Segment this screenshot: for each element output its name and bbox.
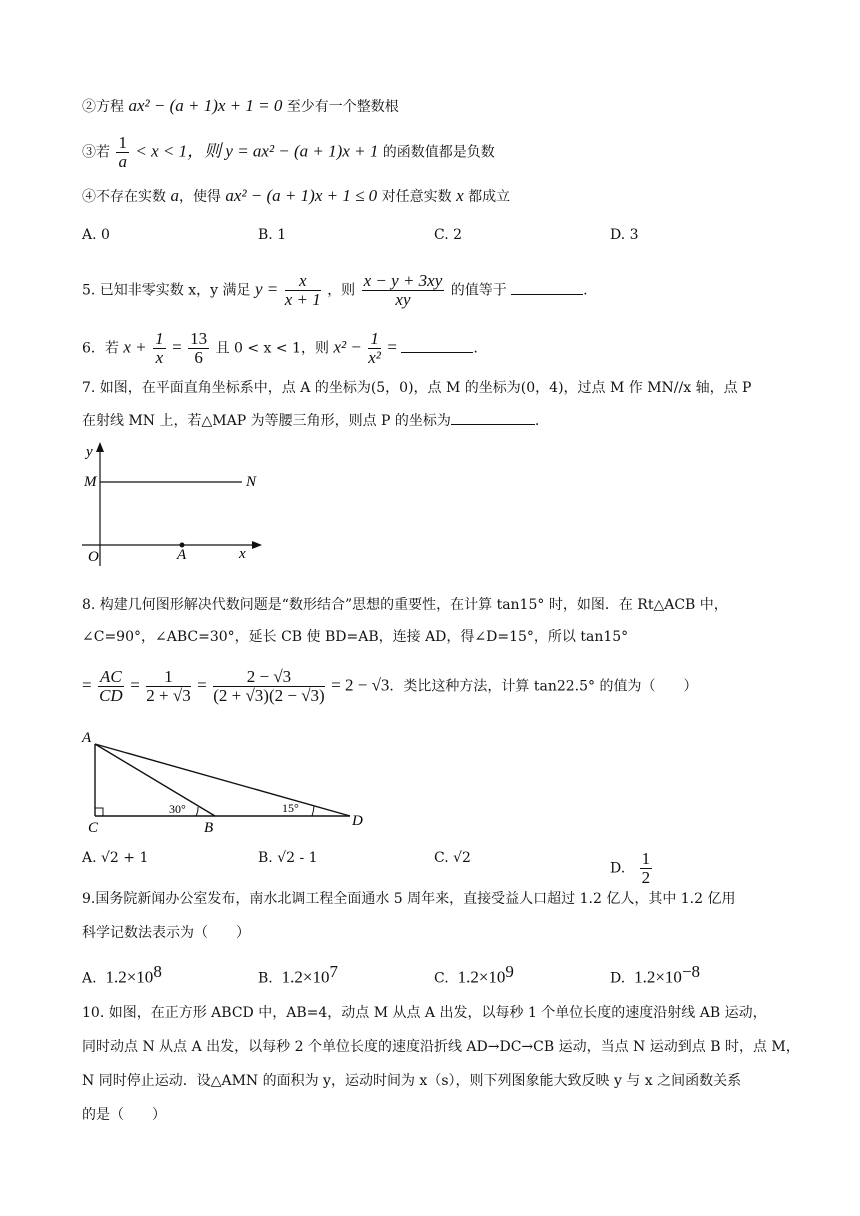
q10-line-2: 同时动点 N 从点 A 出发，以每秒 2 个单位长度的速度沿折线 AD→DC→CB 运动，当点 N 运动到点 B 时，点 M， [82, 1039, 800, 1055]
q5-fraction-2 [362, 272, 445, 309]
q5-prefix: 5. 已知非零实数 x，y 满足 [82, 282, 251, 299]
q8-angle-30-arc [196, 807, 198, 816]
q4-option-b[interactable]: B. 1 [258, 227, 287, 243]
q8-fraction-ac-cd [98, 668, 124, 705]
q7-line-2 [82, 410, 539, 431]
q10-line-4: 的是（ ） [82, 1107, 166, 1123]
q8-label-b: B [204, 820, 214, 836]
q9-opt-c-label: C. [434, 970, 449, 987]
question-6: 6．若 x + $\frac{1}{x}$ = $\frac{13}{6}$ 且 0 < x < 1，则 x² − $\frac{1}{\text{x²}}$ = . [82, 329, 478, 367]
q9-opt-d-exp: −8 [681, 962, 701, 981]
q8-option-b[interactable]: B. √2 - 1 [258, 850, 318, 866]
q8-fraction-2 [146, 668, 190, 705]
q8-eq-lead: = [82, 675, 92, 695]
q5-frac1-den: x + 1 [284, 290, 321, 309]
q9-opt-c-base: 1.2×10 [457, 967, 506, 987]
q8-fraction-3 [213, 668, 324, 705]
q8-optd-num: 1 [641, 849, 651, 868]
q4-item3-equation: < x < 1，则 y = ax² − (a + 1)x + 1 [135, 141, 379, 161]
q6-mid: 且 0 < x < 1，则 [215, 340, 329, 357]
question-5: 5. 已知非零实数 x，y 满足 y = $\frac{x}{x + 1}$ ，则 $\frac{x - y + 3xy}{xy}$ 的值等于 . [82, 271, 588, 309]
q5-fraction-1 [285, 272, 321, 309]
q7-label-o: O [88, 549, 99, 565]
q9-opt-b-exp: 7 [329, 962, 338, 981]
q8-line-1: 8. 构建几何图形解决代数问题是“数形结合”思想的重要性，在计算 tan15° 时，如图．在 Rt△ACB 中， [82, 597, 728, 613]
q6-fraction-1 [153, 330, 166, 367]
q8-triangle-figure [80, 724, 380, 836]
q4-option-d[interactable]: D. 3 [610, 227, 639, 243]
q7-label-a: A [177, 547, 187, 563]
q8-right-angle-mark [95, 808, 103, 816]
q6-math-b: = [172, 337, 182, 357]
q9-option-a[interactable] [82, 962, 162, 988]
q9-option-b[interactable] [258, 962, 338, 988]
q7-label-n: N [246, 474, 257, 490]
q8-label-15deg: 15° [282, 801, 299, 815]
q8-eq3: = 2 − √3 [331, 675, 390, 695]
q7-line2-end: . [534, 413, 540, 429]
q8-label-30deg: 30° [169, 802, 186, 816]
q8-f1-den: CD [99, 686, 123, 705]
q9-opt-c-exp: 9 [505, 962, 514, 981]
q6-answer-blank[interactable] [401, 338, 473, 353]
q9-opt-a-label: A. [82, 970, 97, 987]
q9-opt-d-base: 1.2×10 [634, 967, 682, 987]
q8-option-c[interactable]: C. √2 [434, 850, 471, 866]
q4-option-c[interactable]: C. 2 [434, 227, 463, 243]
q8-angle-15-arc [312, 806, 314, 816]
q7-y-arrow [96, 442, 104, 452]
q7-line2-text: 在射线 MN 上，若△MAP 为等腰三角形，则点 P 的坐标为 [82, 413, 451, 429]
q8-option-d-label: D. [610, 860, 626, 877]
q8-label-d: D [352, 813, 363, 829]
q5-mid: ，则 [327, 282, 356, 299]
q7-line-1: 7. 如图，在平面直角坐标系中，点 A 的坐标为(5，0)，点 M 的坐标为(0，4)，过点 M 作 MN//x 轴，点 P [82, 380, 752, 396]
q9-option-d[interactable] [610, 962, 700, 988]
q6-frac2-den: 6 [194, 348, 203, 367]
q4-item4-mid2: 对任意实数 [381, 189, 452, 205]
q9-opt-a-exp: 8 [153, 962, 162, 981]
q8-eq2: = [197, 675, 207, 695]
q7-x-arrow [252, 541, 262, 549]
q6-fraction-3 [368, 330, 381, 367]
q4-item4-suffix: 都成立 [468, 189, 511, 205]
q10-line-1: 10. 如图，在正方形 ABCD 中，AB=4，动点 M 从点 A 出发，以每秒 1 个单位长度的速度沿射线 AB 运动， [82, 1005, 767, 1021]
q5-lhs: y = [254, 279, 279, 299]
q4-item2-suffix: 至少有一个整数根 [286, 99, 399, 115]
q4-option-a[interactable]: A. 0 [82, 227, 110, 243]
q5-frac2-den: xy [395, 290, 411, 309]
q8-side-ad [95, 744, 350, 816]
q4-item3-fraction: $\frac{1}{a}$ [118, 133, 127, 171]
q6-frac1-num: 1 [155, 329, 164, 348]
q9-line-2: 科学记数法表示为（ ） [82, 925, 250, 941]
q9-opt-b-label: B. [258, 970, 273, 987]
q6-fraction-2 [188, 330, 209, 367]
q7-answer-blank[interactable] [451, 410, 535, 425]
q4-item2-equation: ax² − (a + 1)x + 1 = 0 [128, 96, 283, 115]
q5-frac2-num: x − y + 3xy [363, 271, 443, 290]
q9-opt-a-base: 1.2×10 [105, 967, 154, 987]
q6-frac1-den: x [155, 348, 164, 367]
q7-coordinate-figure [80, 440, 270, 570]
q6-math-c: x² − [333, 337, 362, 357]
q8-side-ab [95, 744, 215, 816]
q4-item-2 [82, 96, 399, 117]
q4-item3-prefix: ③若 [82, 144, 110, 161]
q8-f2-den: 2 + √3 [146, 686, 191, 705]
q8-f1-num: AC [100, 667, 122, 686]
q6-math-a: x + [123, 337, 147, 357]
q8-f3-den: (2 + √3)(2 − √3) [213, 686, 325, 705]
q4-item4-prefix: ④不存在实数 [82, 189, 166, 205]
q8-option-d[interactable] [610, 850, 654, 887]
q8-f3-num: 2 − √3 [213, 668, 324, 687]
q8-label-a: A [82, 730, 92, 746]
q8-label-c: C [88, 820, 99, 836]
q8-option-a[interactable]: A. √2 + 1 [82, 850, 149, 866]
q5-suffix: 的值等于 [450, 282, 507, 299]
q7-label-y: y [86, 444, 93, 460]
q4-item-3 [82, 134, 495, 171]
q8-f2-num: 1 [146, 668, 190, 687]
q8-line-2: ∠C=90°，∠ABC=30°，延长 CB 使 BD=AB，连接 AD，得∠D=15°，所以 tan15° [82, 629, 629, 645]
q9-option-c[interactable] [434, 962, 514, 988]
q6-prefix: 6．若 [82, 340, 119, 357]
q9-opt-d-label: D. [610, 970, 626, 987]
q5-answer-blank[interactable] [511, 280, 583, 295]
q6-frac2-num: 13 [190, 329, 208, 348]
q4-item3-suffix: 的函数值都是负数 [382, 144, 495, 161]
q8-optd-den: 2 [641, 868, 651, 887]
q8-eq1: = [130, 675, 140, 695]
q6-math-d: = [387, 337, 397, 357]
q4-item4-mid: ，使得 [178, 189, 221, 205]
q6-frac3-num: 1 [368, 330, 381, 349]
q6-frac3-den: x² [368, 348, 381, 367]
q8-eq-suffix: ．类比这种方法，计算 tan22.5° 的值为（ ） [389, 678, 698, 695]
q4-item4-var: a [170, 186, 179, 205]
q4-item2-prefix: ②方程 [82, 99, 124, 115]
q5-frac1-num: x [285, 272, 321, 291]
q8-option-d-fraction [640, 850, 653, 887]
q7-label-m: M [84, 474, 97, 490]
q10-line-3: N 同时停止运动．设△AMN 的面积为 y，运动时间为 x（s），则下列图象能大致反映 y 与 x 之间函数关系 [82, 1073, 742, 1089]
q9-line-1: 9.国务院新闻办公室发布，南水北调工程全面通水 5 周年来，直接受益人口超过 1.2 亿人，其中 1.2 亿用 [82, 891, 736, 907]
q4-item4-inequality: ax² − (a + 1)x + 1 ≤ 0 [225, 186, 378, 205]
q4-item4-var2: x [456, 186, 464, 205]
q9-opt-b-base: 1.2×10 [281, 967, 330, 987]
q4-item-4 [82, 186, 510, 207]
q7-label-x: x [239, 546, 246, 562]
q8-equation-line [82, 668, 697, 705]
